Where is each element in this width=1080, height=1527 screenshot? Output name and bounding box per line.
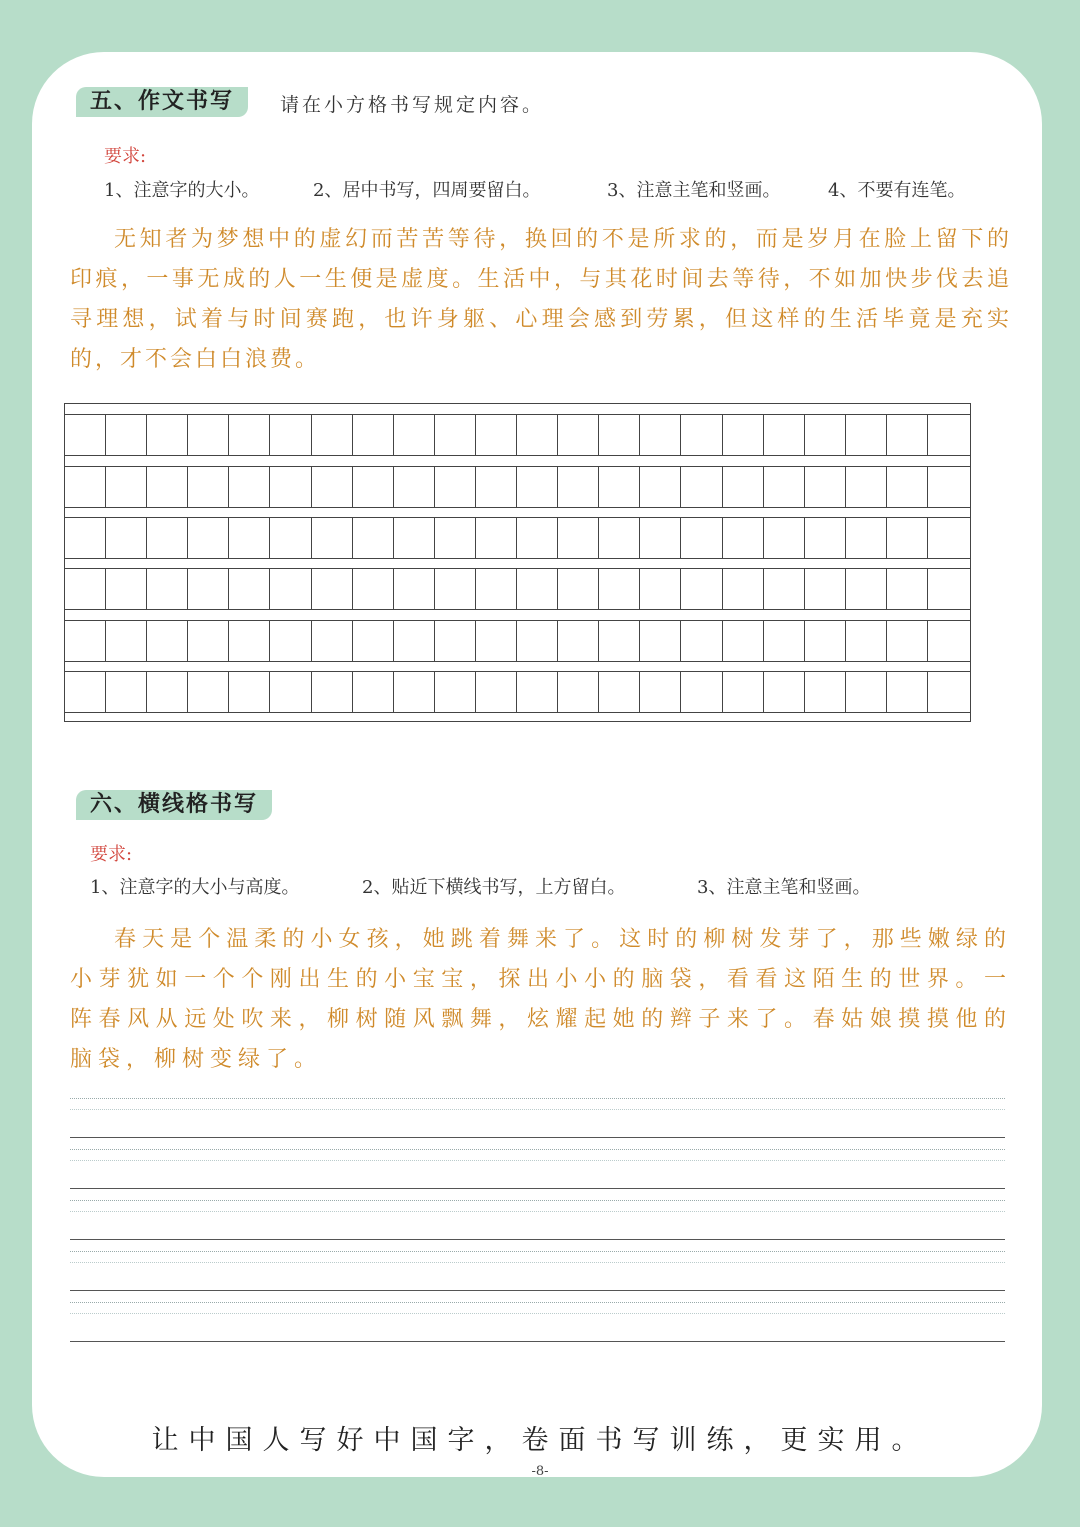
grid-cell[interactable] — [188, 518, 229, 558]
grid-cell[interactable] — [887, 467, 928, 507]
grid-cell[interactable] — [229, 467, 270, 507]
grid-cell[interactable] — [681, 621, 722, 661]
section-6-model-passage: 春天是个温柔的小女孩，她跳着舞来了。这时的柳树发芽了，那些嫩绿的小芽犹如一个个刚出生的小宝宝，探出小小的脑袋，看看这陌生的世界。一阵春风从远处吹来，柳树随风飘舞，炫耀起她的辫子来了。春姑娘摸摸他的脑袋，柳树变绿了。 — [70, 927, 1012, 1072]
grid-cell[interactable] — [599, 518, 640, 558]
grid-cell[interactable] — [312, 621, 353, 661]
grid-cell[interactable] — [517, 467, 558, 507]
writing-line[interactable] — [70, 1098, 1005, 1138]
grid-cell[interactable] — [805, 569, 846, 609]
grid-cell[interactable] — [928, 518, 969, 558]
grid-cell[interactable] — [558, 621, 599, 661]
grid-row — [65, 517, 970, 559]
grid-cell[interactable] — [846, 518, 887, 558]
grid-cell[interactable] — [65, 415, 106, 455]
section-5-instruction: 请在小方格书写规定内容。 — [280, 94, 545, 116]
grid-cell[interactable] — [476, 569, 517, 609]
grid-cell[interactable] — [640, 672, 681, 712]
section-5-model-passage: 无知者为梦想中的虚幻而苦苦等待，换回的不是所求的，而是岁月在脸上留下的印痕，一事无成的人一生便是虚度。生活中，与其花时间去等待，不如加快步伐去追寻理想，试着与时间赛跑，也许身躯、心理会感到劳累，但这样的生活毕竟是充实的，才不会白白浪费。 — [70, 227, 1012, 372]
grid-cell[interactable] — [476, 518, 517, 558]
grid-cell[interactable] — [764, 569, 805, 609]
grid-cell[interactable] — [846, 415, 887, 455]
grid-cell[interactable] — [270, 569, 311, 609]
section-5-requirement-1: 1、注意字的大小。 — [104, 180, 260, 201]
section-6-requirement-1: 1、注意字的大小与高度。 — [90, 877, 300, 898]
grid-cell[interactable] — [887, 569, 928, 609]
grid-cell[interactable] — [353, 672, 394, 712]
writing-line[interactable] — [70, 1149, 1005, 1189]
writing-line[interactable] — [70, 1251, 1005, 1291]
grid-cell[interactable] — [147, 467, 188, 507]
grid-cell[interactable] — [65, 621, 106, 661]
grid-cell[interactable] — [558, 518, 599, 558]
grid-cell[interactable] — [928, 672, 969, 712]
grid-cell[interactable] — [681, 518, 722, 558]
writing-line[interactable] — [70, 1200, 1005, 1240]
grid-cell[interactable] — [65, 467, 106, 507]
grid-cell[interactable] — [353, 621, 394, 661]
grid-cell[interactable] — [106, 518, 147, 558]
grid-cell[interactable] — [106, 467, 147, 507]
section-5-requirement-2: 2、居中书写，四周要留白。 — [313, 180, 541, 201]
grid-cell[interactable] — [846, 569, 887, 609]
grid-cell[interactable] — [928, 415, 969, 455]
grid-cell[interactable] — [764, 415, 805, 455]
grid-cell[interactable] — [805, 672, 846, 712]
grid-cell[interactable] — [640, 415, 681, 455]
grid-cell[interactable] — [435, 467, 476, 507]
grid-cell[interactable] — [723, 569, 764, 609]
section-6-requirements-label: 要求: — [90, 844, 133, 865]
grid-cell[interactable] — [517, 415, 558, 455]
grid-cell[interactable] — [353, 518, 394, 558]
grid-row — [65, 466, 970, 508]
grid-cell[interactable] — [640, 518, 681, 558]
grid-row — [65, 568, 970, 610]
grid-cell[interactable] — [394, 518, 435, 558]
grid-cell[interactable] — [640, 569, 681, 609]
grid-cell[interactable] — [147, 621, 188, 661]
grid-cell[interactable] — [270, 672, 311, 712]
section-5-requirement-3: 3、注意主笔和竖画。 — [607, 180, 781, 201]
grid-cell[interactable] — [805, 467, 846, 507]
grid-cell[interactable] — [846, 621, 887, 661]
section-5-title: 五、作文书写 — [76, 87, 248, 117]
grid-cell[interactable] — [394, 672, 435, 712]
grid-cell[interactable] — [229, 569, 270, 609]
grid-cell[interactable] — [599, 621, 640, 661]
grid-cell[interactable] — [229, 621, 270, 661]
grid-cell[interactable] — [270, 467, 311, 507]
grid-cell[interactable] — [558, 415, 599, 455]
grid-cell[interactable] — [887, 621, 928, 661]
grid-cell[interactable] — [640, 621, 681, 661]
grid-cell[interactable] — [188, 569, 229, 609]
grid-cell[interactable] — [517, 621, 558, 661]
grid-cell[interactable] — [805, 415, 846, 455]
grid-cell[interactable] — [805, 518, 846, 558]
grid-cell[interactable] — [147, 569, 188, 609]
grid-cell[interactable] — [681, 569, 722, 609]
grid-row — [65, 620, 970, 662]
grid-cell[interactable] — [558, 569, 599, 609]
grid-cell[interactable] — [846, 672, 887, 712]
grid-cell[interactable] — [394, 569, 435, 609]
grid-cell[interactable] — [65, 518, 106, 558]
grid-cell[interactable] — [517, 569, 558, 609]
grid-cell[interactable] — [147, 415, 188, 455]
grid-cell[interactable] — [681, 415, 722, 455]
page-number: -8- — [531, 1464, 549, 1479]
grid-cell[interactable] — [353, 569, 394, 609]
grid-cell[interactable] — [599, 415, 640, 455]
grid-cell[interactable] — [353, 415, 394, 455]
grid-cell[interactable] — [435, 621, 476, 661]
grid-cell[interactable] — [723, 621, 764, 661]
grid-cell[interactable] — [476, 621, 517, 661]
section-6-requirement-3: 3、注意主笔和竖画。 — [697, 877, 871, 898]
grid-cell[interactable] — [764, 621, 805, 661]
grid-cell[interactable] — [764, 672, 805, 712]
section-5-requirements-label: 要求: — [104, 146, 147, 167]
grid-cell[interactable] — [599, 672, 640, 712]
grid-cell[interactable] — [928, 621, 969, 661]
grid-cell[interactable] — [353, 467, 394, 507]
grid-cell[interactable] — [229, 415, 270, 455]
grid-cell[interactable] — [723, 467, 764, 507]
grid-cell[interactable] — [270, 415, 311, 455]
grid-cell[interactable] — [270, 621, 311, 661]
square-writing-grid — [64, 403, 971, 722]
grid-cell[interactable] — [887, 672, 928, 712]
grid-cell[interactable] — [106, 569, 147, 609]
grid-cell[interactable] — [147, 518, 188, 558]
grid-cell[interactable] — [517, 672, 558, 712]
grid-cell[interactable] — [723, 518, 764, 558]
grid-cell[interactable] — [106, 621, 147, 661]
grid-row — [65, 414, 970, 456]
section-6-title: 六、横线格书写 — [76, 790, 272, 820]
grid-cell[interactable] — [435, 569, 476, 609]
grid-cell[interactable] — [846, 467, 887, 507]
grid-cell[interactable] — [147, 672, 188, 712]
grid-cell[interactable] — [312, 672, 353, 712]
grid-cell[interactable] — [599, 569, 640, 609]
grid-cell[interactable] — [188, 467, 229, 507]
grid-cell[interactable] — [723, 672, 764, 712]
grid-cell[interactable] — [435, 415, 476, 455]
grid-cell[interactable] — [476, 467, 517, 507]
grid-cell[interactable] — [312, 415, 353, 455]
grid-cell[interactable] — [476, 415, 517, 455]
grid-cell[interactable] — [188, 415, 229, 455]
grid-cell[interactable] — [764, 518, 805, 558]
grid-cell[interactable] — [312, 518, 353, 558]
grid-cell[interactable] — [599, 467, 640, 507]
grid-cell[interactable] — [312, 467, 353, 507]
grid-cell[interactable] — [723, 415, 764, 455]
grid-cell[interactable] — [805, 621, 846, 661]
writing-line[interactable] — [70, 1302, 1005, 1342]
grid-cell[interactable] — [764, 467, 805, 507]
grid-cell[interactable] — [394, 621, 435, 661]
grid-row — [65, 671, 970, 713]
grid-cell[interactable] — [188, 621, 229, 661]
grid-cell[interactable] — [394, 415, 435, 455]
grid-cell[interactable] — [65, 672, 106, 712]
grid-cell[interactable] — [65, 569, 106, 609]
grid-cell[interactable] — [106, 672, 147, 712]
grid-cell[interactable] — [188, 672, 229, 712]
grid-cell[interactable] — [270, 518, 311, 558]
grid-cell[interactable] — [887, 415, 928, 455]
grid-cell[interactable] — [312, 569, 353, 609]
grid-cell[interactable] — [517, 518, 558, 558]
footer-slogan: 让中国人写好中国字，卷面书写训练，更实用。 — [151, 1425, 929, 1456]
grid-cell[interactable] — [928, 569, 969, 609]
section-5-requirement-4: 4、不要有连笔。 — [828, 180, 966, 201]
grid-cell[interactable] — [681, 467, 722, 507]
grid-cell[interactable] — [558, 467, 599, 507]
grid-cell[interactable] — [681, 672, 722, 712]
grid-cell[interactable] — [106, 415, 147, 455]
grid-cell[interactable] — [928, 467, 969, 507]
grid-cell[interactable] — [229, 518, 270, 558]
section-6-requirement-2: 2、贴近下横线书写，上方留白。 — [362, 877, 626, 898]
grid-cell[interactable] — [476, 672, 517, 712]
grid-cell[interactable] — [394, 467, 435, 507]
grid-cell[interactable] — [435, 518, 476, 558]
grid-cell[interactable] — [558, 672, 599, 712]
grid-cell[interactable] — [229, 672, 270, 712]
grid-cell[interactable] — [887, 518, 928, 558]
grid-cell[interactable] — [435, 672, 476, 712]
grid-cell[interactable] — [640, 467, 681, 507]
